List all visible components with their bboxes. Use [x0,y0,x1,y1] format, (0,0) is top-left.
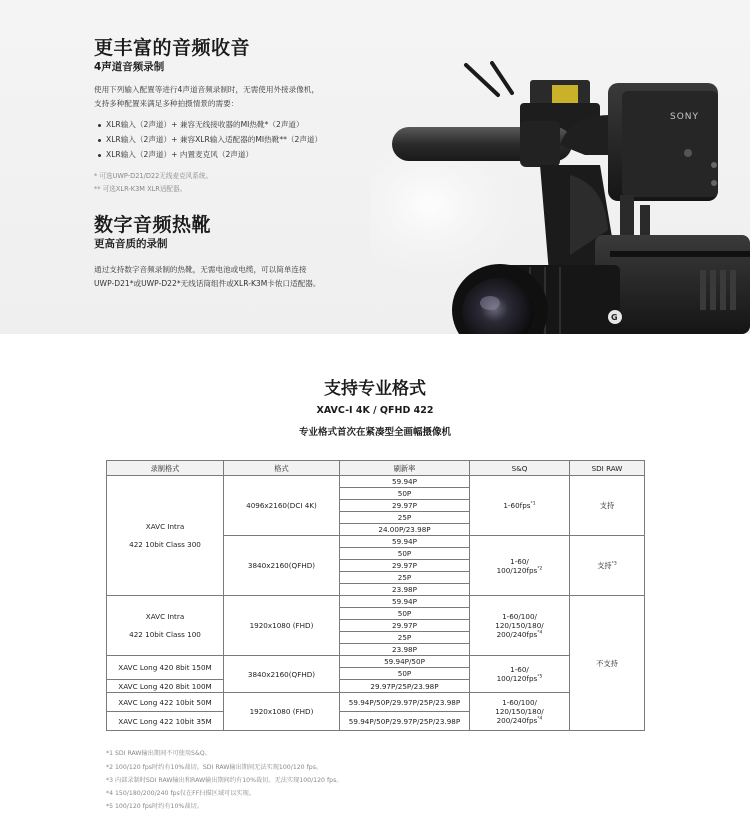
formats-subtitle-camera: 专业格式首次在紧凑型全画幅摄像机 [298,427,451,438]
header-format: 格式 [224,461,340,476]
resolution-cell: 1920x1080 (FHD) [224,596,340,656]
audio-config-item: XLR输入（2声道）+ 兼容无线接收器的MI热靴*（2声道） [98,119,304,131]
sq-cell: 1-60/ 100/120fps$^{*2}$ [470,536,570,596]
resolution-cell: 3840x2160(QFHD) [224,656,340,693]
audio-note-1: * 可选UWP-D21/D22无线麦克风系统。 [94,172,213,180]
formats-section-title: 支持专业格式 [324,379,426,399]
frame-rate-cell: 23.98P [340,644,470,656]
sq-cell: 1-60/ 100/120fps$^{*5}$ [470,656,570,693]
table-row [107,656,645,668]
recording-format-cell: XAVC Intra 422 10bit Class 100 [107,596,224,656]
table-row [107,476,645,488]
table-header-row [107,461,645,476]
recording-format-cell: XAVC Intra 422 10bit Class 300 [107,476,224,596]
hotshoe-paragraph-line1: 通过支持数字音频录制的热靴，无需电池或电缆，可以简单连接 [94,265,307,274]
formats-subtitle-codec: XAVC-I 4K / QFHD 422 [316,405,434,416]
frame-rate-cell: 50P [340,548,470,560]
frame-rate-cell: 59.94P [340,536,470,548]
frame-rate-cell: 29.97P [340,500,470,512]
audio-config-item: XLR输入（2声道）+ 内置麦克风（2声道） [98,149,253,161]
recording-format-cell: XAVC Long 420 8bit 150M [107,656,224,680]
header-sdi-raw: SDI RAW [570,461,645,476]
sq-cell: 1-60fps$^{*1}$ [470,476,570,536]
audio-section-subtitle: 4声道音频录制 [94,61,165,73]
table-row [107,596,645,608]
sdi-raw-cell: 不支持 [570,596,645,731]
frame-rate-cell: 23.98P [340,584,470,596]
audio-paragraph-line1: 使用下列输入配置等进行4声道音频录制时，无需使用外接录像机， [94,85,320,94]
footnote-2: *2 100/120 fps时约有10%裁切。SDI RAW输出期间无法实现100/120 fps。 [106,764,323,771]
audio-config-item: XLR输入（2声道）+ 兼容XLR输入适配器的MI热靴**（2声道） [98,134,322,146]
footnote-3: *3 内部录制时SDI RAW输出和RAW输出期间约有10%裁切。无法实现100/120 fps。 [106,777,343,784]
frame-rate-cell: 29.97P [340,620,470,632]
sdi-raw-cell: 支持$^{*3}$ [570,536,645,596]
resolution-cell: 4096x2160(DCI 4K) [224,476,340,536]
hotshoe-paragraph-line2: UWP-D21*或UWP-D22*无线话筒组件或XLR-K3M卡侬口适配器。 [94,279,321,288]
resolution-cell: 3840x2160(QFHD) [224,536,340,596]
frame-rate-cell: 29.97P/25P/23.98P [340,680,470,693]
header-frame-rate: 刷新率 [340,461,470,476]
footnote-1: *1 SDI RAW输出期间不可使用S&Q。 [106,750,211,757]
frame-rate-cell: 59.94P/50P/29.97P/25P/23.98P [340,693,470,712]
frame-rate-cell: 59.94P [340,596,470,608]
frame-rate-cell: 50P [340,488,470,500]
table-row [107,693,645,712]
frame-rate-cell: 25P [340,512,470,524]
hotshoe-section-subtitle: 更高音质的录制 [94,238,168,250]
recording-format-cell: XAVC Long 420 8bit 100M [107,680,224,693]
camera-brand-text: SONY [670,112,700,122]
header-recording-format: 录制格式 [107,461,224,476]
sq-cell: 1-60/100/ 120/150/180/ 200/240fps$^{*4}$ [470,596,570,656]
frame-rate-cell: 29.97P [340,560,470,572]
audio-section-title: 更丰富的音频收音 [94,37,251,59]
recording-format-cell: XAVC Long 422 10bit 50M [107,693,224,712]
header-sq: S&Q [470,461,570,476]
frame-rate-cell: 25P [340,572,470,584]
resolution-cell: 1920x1080 (FHD) [224,693,340,731]
footnote-4: *4 150/180/200/240 fps仅在FF扫描区域可以实现。 [106,790,255,797]
lens-g-mark: G [611,313,618,322]
recording-format-table [106,460,645,731]
camera-illustration [370,55,750,334]
frame-rate-cell: 59.94P/50P/29.97P/25P/23.98P [340,712,470,731]
frame-rate-cell: 59.94P [340,476,470,488]
frame-rate-cell: 50P [340,668,470,680]
audio-note-2: ** 可选XLR-K3M XLR适配器。 [94,185,187,193]
audio-paragraph-line2: 支持多种配置来满足多种拍摄情景的需要： [94,99,239,108]
footnote-5: *5 100/120 fps时约有10%裁切。 [106,803,203,810]
hotshoe-section-title: 数字音频热靴 [94,214,212,236]
frame-rate-cell: 59.94P/50P [340,656,470,668]
frame-rate-cell: 24.00P/23.98P [340,524,470,536]
frame-rate-cell: 25P [340,632,470,644]
frame-rate-cell: 50P [340,608,470,620]
recording-format-cell: XAVC Long 422 10bit 35M [107,712,224,731]
sq-cell: 1-60/100/ 120/150/180/ 200/240fps$^{*4}$ [470,693,570,731]
audio-hero-section [0,0,750,334]
sdi-raw-cell: 支持 [570,476,645,536]
